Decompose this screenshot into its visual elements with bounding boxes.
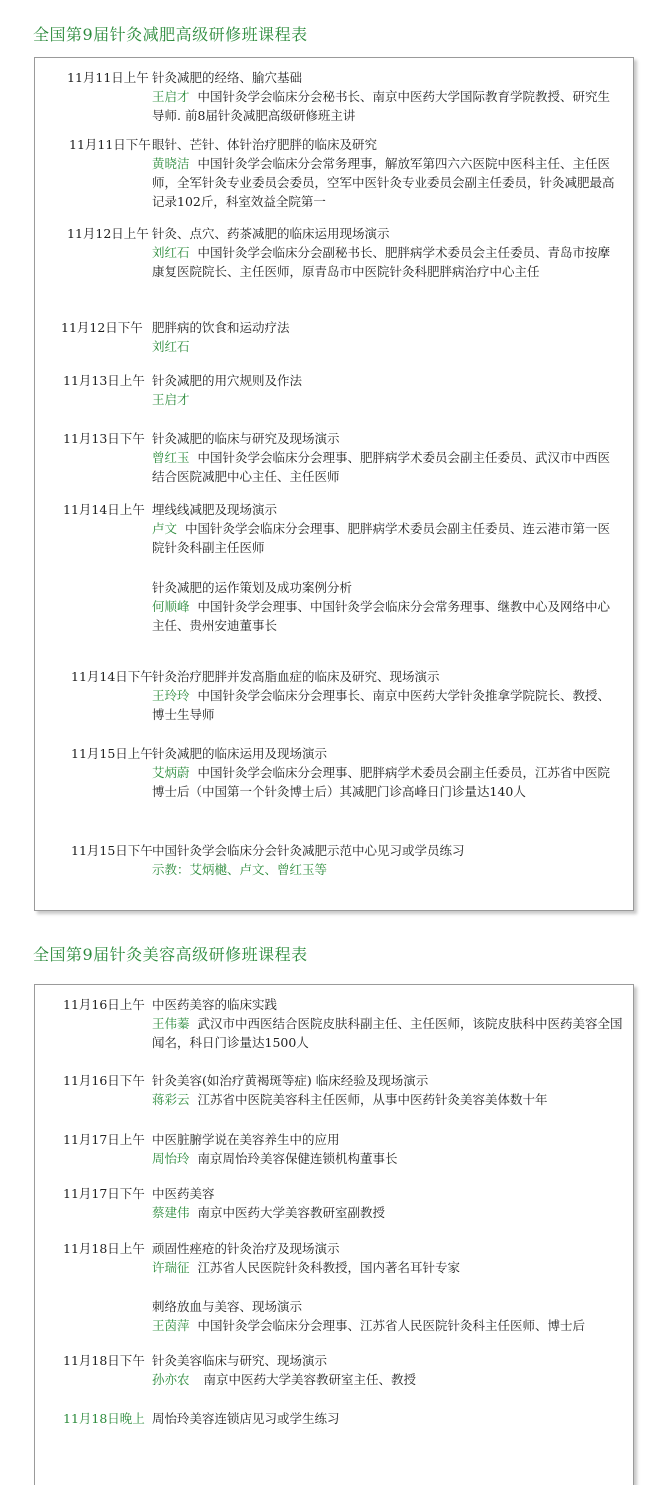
entry-subject: 针灸美容(如治疗黄褐斑等症) 临床经验及现场演示: [152, 1073, 429, 1088]
teacher-name: 王启才: [152, 392, 190, 407]
teacher-desc: 中国针灸学会临床分会理事、肥胖病学术委员会副主任委员、武汉市中西医结合医院减肥中心主任、主任医师: [152, 450, 611, 484]
teacher-desc: 中国针灸学会临床分会理事、肥胖病学术委员会副主任委员、连云港市第一医院针灸科副主任医师: [152, 521, 611, 555]
entry-time: 11月11日下午: [69, 137, 151, 152]
entry-subject: 中医药美容: [152, 1186, 215, 1201]
entry-teacher: [152, 1370, 622, 1389]
entry-time: 11月16日上午: [63, 997, 145, 1012]
entry-time: 11月11日上午: [67, 70, 149, 85]
entry-time: 11月14日上午: [63, 502, 145, 517]
entry-teacher: [152, 243, 622, 281]
schedule-box-beauty: [34, 984, 634, 1485]
entry-time: 11月12日下午: [61, 320, 143, 335]
entry-teacher: [152, 519, 622, 557]
teacher-name: 王启才: [152, 89, 190, 104]
entry-time: 11月18日下午: [63, 1353, 145, 1368]
entry-teacher: [152, 763, 622, 801]
teacher-name: 示教：艾炳樾、卢文、曾红玉等: [152, 862, 328, 877]
entry-time: 11月17日上午: [63, 1132, 145, 1147]
entry-subject: 针灸治疗肥胖并发高脂血症的临床及研究、现场演示: [152, 669, 440, 684]
entry-subject: 肥胖病的饮食和运动疗法: [152, 320, 290, 335]
entry-subject: 中医脏腑学说在美容养生中的应用: [152, 1132, 340, 1147]
teacher-desc: 中国针灸学会临床分会理事、江苏省人民医院针灸科主任医师、博士后: [197, 1318, 586, 1333]
teacher-name: 许瑞征: [152, 1260, 190, 1275]
entry-time: 11月13日下午: [63, 431, 145, 446]
entry-teacher: [152, 337, 622, 356]
entry-subject: 顽固性痤疮的针灸治疗及现场演示: [152, 1241, 340, 1256]
entry-time: 11月15日上午: [71, 746, 153, 761]
teacher-desc: 南京中医药大学美容教研室主任、教授: [203, 1372, 417, 1387]
teacher-name: 孙亦农: [152, 1372, 190, 1387]
teacher-name: 艾炳蔚: [152, 765, 190, 780]
entry-subject: 中国针灸学会临床分会针灸减肥示范中心见习或学员练习: [152, 843, 465, 858]
entry-time: 11月18日上午: [63, 1241, 145, 1256]
teacher-name: 卢文: [152, 521, 178, 536]
teacher-desc: 中国针灸学会临床分会副秘书长、肥胖病学术委员会主任委员、青岛市按摩康复医院院长、主任医师，原青岛市中医院针灸科肥胖病治疗中心主任: [152, 245, 611, 279]
section1-title: 全国第9届针灸减肥高级研修班课程表: [33, 25, 308, 44]
entry-time: 11月17日下午: [63, 1186, 145, 1201]
entry-time: 11月13日上午: [63, 373, 145, 388]
entry-subject: 针灸美容临床与研究、现场演示: [152, 1353, 328, 1368]
entry-subject: 周怡玲美容连锁店见习或学生练习: [152, 1411, 340, 1426]
entry-time: 11月15日下午: [71, 843, 153, 858]
entry-subject: 针灸、点穴、药茶减肥的临床运用现场演示: [152, 226, 390, 241]
section2-title: 全国第9届针灸美容高级研修班课程表: [33, 945, 308, 964]
teacher-name: 蒋彩云: [152, 1092, 190, 1107]
teacher-name: 黄晓洁: [152, 156, 190, 171]
entry-subject: 埋线线减肥及现场演示: [152, 502, 278, 517]
entry-subject: 针灸减肥的经络、腧穴基础: [152, 70, 303, 85]
teacher-name: 何顺峰: [152, 599, 190, 614]
teacher-name: 王玲玲: [152, 688, 190, 703]
entry-subject: 眼针、芒针、体针治疗肥胖的临床及研究: [152, 137, 378, 152]
entry-teacher: [152, 686, 622, 724]
entry-teacher-secondary: [152, 597, 622, 635]
entry-time: 11月12日上午: [67, 226, 149, 241]
entry-teacher-secondary: [152, 1316, 630, 1335]
entry-teacher: [152, 1014, 630, 1052]
teacher-name: 曾红玉: [152, 450, 190, 465]
teacher-desc: 中国针灸学会临床分会理事长、南京中医药大学针灸推拿学院院长、教授、博士生导师: [152, 688, 611, 722]
teacher-desc: 江苏省人民医院针灸科教授，国内著名耳针专家: [197, 1260, 461, 1275]
teacher-desc: 中国针灸学会临床分会理事、肥胖病学术委员会副主任委员，江苏省中医院博士后（中国第一个针灸博士后）其减肥门诊高峰日门诊量达140人: [152, 765, 611, 799]
teacher-desc: 南京中医药大学美容教研室副教授: [197, 1205, 386, 1220]
teacher-desc: 南京周怡玲美容保健连锁机构董事长: [197, 1151, 398, 1166]
entry-teacher: [152, 1090, 622, 1109]
entry-teacher: [152, 1203, 622, 1222]
teacher-desc: 中国针灸学会临床分会常务理事，解放军第四六六医院中医科主任、主任医师，全军针灸专业委员会委员，空军中医针灸专业委员会副主任委员，针灸减肥最高记录102斤，科室效益全院第一: [152, 156, 615, 209]
teacher-desc: 武汉市中西医结合医院皮肤科副主任、主任医师，该院皮肤科中医药美容全国闻名，科日门诊量达1500人: [152, 1016, 623, 1050]
schedule-box-weight-loss: [34, 57, 634, 911]
entry-subject-secondary: 刺络放血与美容、现场演示: [152, 1299, 303, 1314]
entry-teacher: [152, 860, 622, 879]
entry-subject: 针灸减肥的临床运用及现场演示: [152, 746, 328, 761]
entry-subject: 针灸减肥的用穴规则及作法: [152, 373, 303, 388]
teacher-name: 刘红石: [152, 339, 190, 354]
teacher-desc: 中国针灸学会理事、中国针灸学会临床分会常务理事、继教中心及网络中心主任、贵州安迪董事长: [152, 599, 611, 633]
teacher-name: 蔡建伟: [152, 1205, 190, 1220]
teacher-name: 王茵萍: [152, 1318, 190, 1333]
teacher-name: 王伟蓁: [152, 1016, 190, 1031]
entry-time: 11月16日下午: [63, 1073, 145, 1088]
entry-subject: 针灸减肥的临床与研究及现场演示: [152, 431, 340, 446]
teacher-name: 周怡玲: [152, 1151, 190, 1166]
entry-teacher: [152, 87, 622, 125]
teacher-desc: 中国针灸学会临床分会秘书长、南京中医药大学国际教育学院教授、研究生导师. 前8届针灸减肥高级研修班主讲: [152, 89, 611, 123]
entry-teacher: [152, 1258, 622, 1277]
entry-teacher: [152, 448, 622, 486]
entry-time: 11月18日晚上: [63, 1411, 145, 1426]
teacher-name: 刘红石: [152, 245, 190, 260]
entry-teacher: [152, 1149, 622, 1168]
entry-subject-secondary: 针灸减肥的运作策划及成功案例分析: [152, 580, 353, 595]
entry-time: 11月14日下午: [71, 669, 153, 684]
entry-teacher: [152, 390, 622, 409]
entry-subject: 中医药美容的临床实践: [152, 997, 278, 1012]
teacher-desc: 江苏省中医院美容科主任医师，从事中医药针灸美容美体数十年: [197, 1092, 548, 1107]
entry-teacher: [152, 154, 622, 211]
